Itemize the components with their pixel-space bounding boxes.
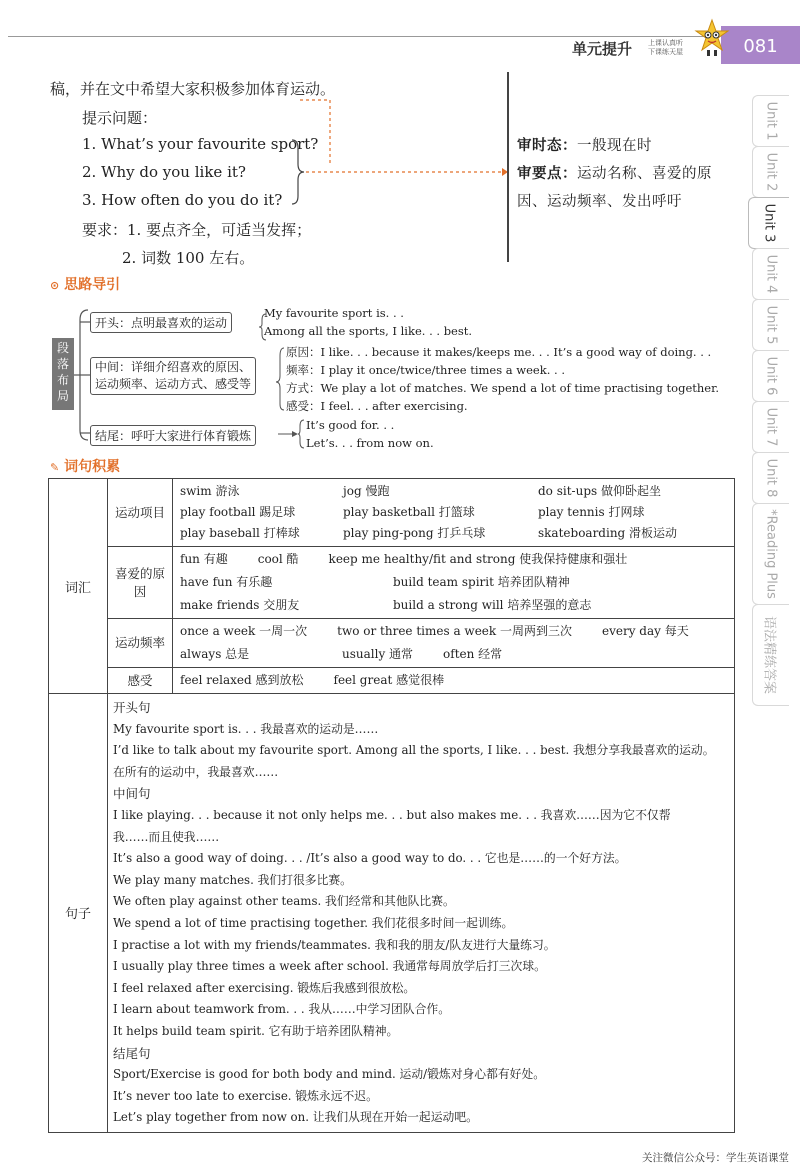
sport-item: swim 游泳	[180, 484, 240, 498]
sentence: Sport/Exercise is good for both body and mind. 运动/锻炼对身心都有好处。	[113, 1067, 546, 1082]
divider-line	[507, 72, 509, 262]
task-intro: 稿，并在文中希望大家积极参加体育运动。	[50, 80, 336, 98]
sentence: It’s never too late to exercise. 锻炼永远不迟。	[113, 1088, 378, 1103]
sport-item: play basketball 打篮球	[343, 505, 475, 519]
opening-line-2: Among all the sports, I like. . . best.	[264, 324, 473, 338]
points-label: 审要点：	[517, 166, 577, 182]
footer-note: 关注微信公众号：学生英语课堂	[642, 1152, 789, 1164]
tense-label: 审时态：	[517, 138, 577, 154]
outline-section-title	[50, 274, 120, 294]
sentence: I practise a lot with my friends/teammates. 我和我的朋友/队友进行大量练习。	[113, 937, 556, 952]
ending-line-2: Let’s. . . from now on.	[306, 436, 434, 450]
sports-cell	[173, 479, 735, 547]
opening-head: 开头句	[113, 700, 151, 715]
task-connectors	[0, 0, 520, 270]
circle-target-icon: ⊙	[50, 279, 60, 292]
tab-unit-1[interactable]: Unit 1	[752, 95, 789, 147]
star-mascot-icon	[694, 18, 730, 58]
sports-label: 运动项目	[108, 479, 173, 547]
header-subtitle-line1: 上课认真听	[648, 39, 683, 47]
sentence: I feel relaxed after exercising. 锻炼后我感到很放松。	[113, 980, 416, 995]
sport-item: jog 慢跑	[343, 484, 390, 498]
tense-value: 一般现在时	[577, 138, 652, 154]
reason-item: keep me healthy/fit and strong 使我保持健康和强壮	[328, 552, 628, 566]
reason-item: have fun 有乐趣	[180, 575, 273, 589]
header-subtitle	[648, 39, 683, 57]
tab-unit-8[interactable]: Unit 8	[752, 452, 789, 504]
sentence: My favourite sport is. . . 我最喜欢的运动是……	[113, 721, 379, 736]
vocab-table	[48, 478, 735, 1133]
sport-item: skateboarding 滑板运动	[538, 526, 678, 540]
sport-item: play ping-pong 打乒乓球	[343, 526, 486, 540]
frequency-item: usually 通常	[342, 647, 414, 661]
points-note-2: 因、运动频率、发出呼吁	[517, 194, 682, 210]
tab-unit-7[interactable]: Unit 7	[752, 401, 789, 453]
frequency-item: two or three times a week 一周两到三次	[337, 624, 572, 638]
vocab-label: 词汇	[49, 479, 108, 694]
sentence: 在所有的运动中，我最喜欢……	[113, 764, 279, 779]
frequency-cell	[173, 619, 735, 668]
sentences-cell	[108, 694, 735, 1133]
sentence: I usually play three times a week after school. 我通常每周放学后打三次球。	[113, 959, 546, 974]
sentence: I’d like to talk about my favourite sport. Among all the sports, I like. . . best. 我想分享我最喜欢的运动。	[113, 743, 715, 758]
reason-item: make friends 交朋友	[180, 598, 300, 612]
outline-opening-box: 开头：点明最喜欢的运动	[90, 312, 232, 333]
middle-head: 中间句	[113, 786, 151, 802]
middle-box-line-2: 运动频率、运动方式、感受等	[95, 377, 252, 391]
tab-unit-5[interactable]: Unit 5	[752, 299, 789, 351]
question-1: 1. What’s your favourite sport?	[82, 135, 319, 153]
sentence: It helps build team spirit. 它有助于培养团队精神。	[113, 1023, 399, 1038]
frequency-item: every day 每天	[601, 624, 689, 638]
question-2: 2. Why do you like it?	[82, 163, 246, 181]
middle-line-frequency: 频率：I play it once/twice/three times a week. . .	[286, 363, 565, 377]
question-3: 3. How often do you do it?	[82, 191, 283, 209]
requirement-1: 要求：1. 要点齐全，可适当发挥；	[82, 221, 312, 239]
frequency-label: 运动频率	[108, 619, 173, 668]
tab-unit-4[interactable]: Unit 4	[752, 248, 789, 300]
outline-ending-box: 结尾：呼吁大家进行体育锻炼	[90, 425, 256, 446]
reason-item: cool 酷	[257, 552, 299, 566]
tab-unit-6[interactable]: Unit 6	[752, 350, 789, 402]
feeling-item: feel relaxed 感到放松	[180, 673, 304, 687]
sentence: I learn about teamwork from. . . 我从……中学习团队合作。	[113, 1002, 450, 1017]
points-note	[517, 162, 712, 183]
feeling-cell	[173, 668, 735, 694]
reasons-cell	[173, 547, 735, 619]
sport-item: play baseball 打棒球	[180, 526, 300, 540]
prompt-label: 提示问题：	[82, 109, 158, 127]
ending-line-1: It’s good for. . .	[306, 418, 395, 432]
sport-item: do sit-ups 做仰卧起坐	[538, 484, 661, 498]
middle-line-method: 方式：We play a lot of matches. We spend a lot of time practising together.	[286, 381, 719, 395]
sport-item: play tennis 打网球	[538, 505, 645, 519]
header-title: 单元提升	[572, 40, 633, 58]
ending-head: 结尾句	[113, 1045, 151, 1061]
sentence: We often play against other teams. 我们经常和其他队比赛。	[113, 894, 455, 909]
outline-title-text: 思路导引	[64, 277, 121, 293]
vocab-section-title	[50, 456, 120, 476]
sport-item: play football 踢足球	[180, 505, 296, 519]
sentence-label: 句子	[49, 694, 108, 1133]
points-value-1: 运动名称、喜爱的原	[577, 166, 712, 182]
tab-grammar-answers[interactable]: 语法精练答案	[752, 604, 789, 706]
sentence: It’s also a good way of doing. . . /It’s also a good way to do. . . 它也是……的一个好方法。	[113, 851, 627, 866]
opening-line-1: My favourite sport is. . .	[264, 306, 404, 320]
middle-box-line-1: 中间：详细介绍喜欢的原因、	[95, 360, 252, 374]
middle-line-reason: 原因：I like. . . because it makes/keeps me. . . It’s a good way of doing. . .	[286, 345, 712, 359]
tab-unit-3[interactable]: Unit 3	[748, 197, 789, 249]
reason-item: build a strong will 培养坚强的意志	[393, 598, 592, 612]
sentence: 我……而且使我……	[113, 829, 220, 844]
pencil-icon: ✎	[50, 461, 60, 474]
tab-unit-2[interactable]: Unit 2	[752, 146, 789, 198]
frequency-item: often 经常	[443, 647, 503, 661]
frequency-item: once a week 一周一次	[180, 624, 308, 638]
header-subtitle-line2: 下课练天屋	[648, 48, 683, 56]
reasons-label: 喜爱的原因	[108, 547, 173, 619]
outline-tag: 段落布局	[52, 338, 74, 410]
vocab-title-text: 词句积累	[64, 459, 121, 475]
feeling-label: 感受	[108, 668, 173, 694]
sentence: I like playing. . . because it not only helps me. . . but also makes me. . . 我喜欢……因为它不仅帮	[113, 807, 671, 822]
requirement-2: 2. 词数 100 左右。	[122, 249, 255, 267]
feeling-item: feel great 感觉很棒	[333, 673, 445, 687]
reason-item: build team spirit 培养团队精神	[393, 575, 570, 589]
page-number: 081	[721, 26, 800, 64]
tense-note	[517, 134, 652, 155]
reason-item: fun 有趣	[180, 552, 228, 566]
sentence: Let’s play together from now on. 让我们从现在开始一起运动吧。	[113, 1110, 478, 1125]
outline-middle-box	[90, 357, 256, 395]
middle-line-feeling: 感受：I feel. . . after exercising.	[286, 399, 468, 413]
sentence: We spend a lot of time practising together. 我们花很多时间一起训练。	[113, 915, 514, 930]
tab-reading-plus[interactable]: *Reading Plus	[752, 503, 789, 605]
sentence: We play many matches. 我们打很多比赛。	[113, 872, 352, 887]
frequency-item: always 总是	[180, 647, 250, 661]
